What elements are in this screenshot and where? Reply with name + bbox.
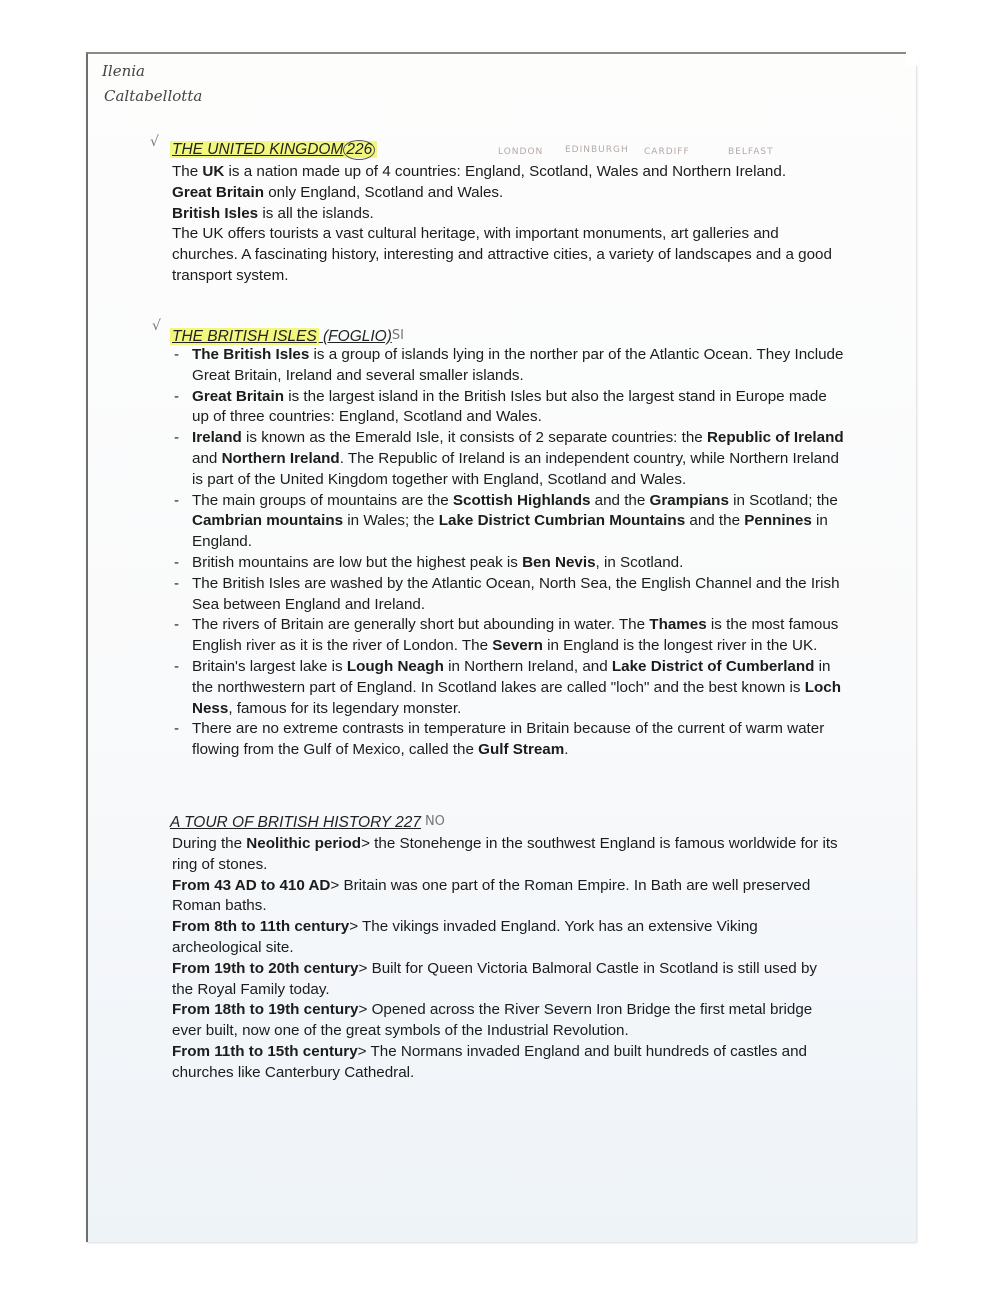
handwritten-last-name: Caltabellotta <box>104 87 203 105</box>
paragraph-text: is a nation made up of 4 countries: England, Scotland, Wales and Northern Ireland. <box>224 163 787 180</box>
bold-term: Thames <box>649 616 707 634</box>
bold-term: Grampians <box>649 491 729 509</box>
bullet-item <box>172 719 844 761</box>
bold-term: Pennines <box>744 512 812 530</box>
heading-text: A TOUR OF BRITISH HISTORY 227 <box>170 814 421 831</box>
bullet-text: Britain's largest lake is <box>192 657 347 675</box>
paragraph-text: The UK offers tourists a vast cultural heritage, with important monuments, art galleries and churches. A fascinating history, interesting and attractive cities, a variety of landscapes and a good transport system. <box>172 225 832 284</box>
bullet-text: , in Scotland. <box>595 553 684 571</box>
period-label: Neolithic period <box>246 835 362 852</box>
period-label: From 43 AD to 410 AD <box>172 876 331 894</box>
check-mark-icon: √ <box>152 318 161 334</box>
bullet-item <box>172 345 844 387</box>
entry-text: > Opened across the River Severn Iron Bridge the first metal bridge ever built, now one of the great symbols of the Industrial Revolution. <box>172 1001 813 1040</box>
bold-term: Loch Ness <box>192 678 842 717</box>
bullet-text: in England. <box>192 512 828 551</box>
bullet-item <box>172 491 844 553</box>
bullet-text: and the <box>685 512 745 530</box>
uk-paragraph <box>172 183 842 204</box>
city-note-belfast: BELFAST <box>728 147 774 157</box>
city-note-london: LONDON <box>498 147 544 157</box>
bold-term: Republic of Ireland <box>706 429 844 447</box>
paragraph-text: only England, Scotland and Wales. <box>264 183 504 201</box>
bullet-text: in the northwestern part of England. In Scotland lakes are called "loch" and the best known is <box>192 657 831 696</box>
bold-term: Great Britain <box>172 183 264 201</box>
bold-term: Lough Neagh <box>346 657 444 675</box>
british-isles-bullet-list <box>172 345 844 761</box>
history-entry <box>172 1000 842 1042</box>
bullet-text: in Wales; the <box>343 512 439 530</box>
bullet-item <box>172 574 844 616</box>
uk-paragraph <box>172 162 842 183</box>
bold-term: Severn <box>492 637 543 655</box>
bullet-text: in England is the longest river in the UK. <box>542 637 818 655</box>
bullet-item <box>172 657 844 719</box>
page-number-circled: 226 <box>343 140 375 160</box>
bold-term: Lake District of Cumberland <box>611 657 815 675</box>
period-label: From 19th to 20th century <box>172 959 359 977</box>
entry-text: > Britain was one part of the Roman Empire. In Bath are well preserved Roman baths. <box>172 876 811 915</box>
period-label: From 8th to 11th century <box>172 918 350 936</box>
check-mark-icon: √ <box>150 134 159 150</box>
period-label: From 11th to 15th century <box>172 1042 358 1060</box>
bullet-text: The British Isles are washed by the Atlantic Ocean, North Sea, the English Channel and the Irish Sea between England and Ireland. <box>192 574 840 613</box>
uk-paragraph <box>172 204 842 225</box>
paragraph-text: The <box>172 163 203 180</box>
bold-term: Gulf Stream <box>478 741 565 759</box>
bullet-text: There are no extreme contrasts in temperature in Britain because of the current of warm water flowing from the Gulf of Mexico, called the <box>192 720 825 759</box>
bullet-text: is known as the Emerald Isle, it consists of 2 separate countries: the <box>241 429 707 447</box>
bold-term: Scottish Highlands <box>452 491 591 509</box>
history-entry <box>172 959 842 1001</box>
section-heading-british-isles <box>170 328 404 346</box>
bold-term: UK <box>202 163 225 180</box>
bullet-text: in Scotland; the <box>728 491 838 509</box>
paragraph-text: is all the islands. <box>258 204 374 222</box>
section-heading-history <box>170 814 445 832</box>
margin-note-si: SI <box>391 328 404 343</box>
bullet-text: in Northern Ireland, and <box>443 657 612 675</box>
uk-paragraphs <box>172 162 842 287</box>
history-entry <box>172 834 842 876</box>
city-note-cardiff: CARDIFF <box>644 147 690 157</box>
entry-text: > The vikings invaded England. York has an extensive Viking archeological site. <box>172 918 758 956</box>
uk-paragraph <box>172 224 842 286</box>
bullet-text: is the most famous English river as it is the river of London. The <box>192 616 839 655</box>
bullet-text: British mountains are low but the highest peak is <box>192 553 523 571</box>
city-note-edinburgh: EDINBURGH <box>565 145 629 155</box>
history-entry <box>172 876 842 918</box>
history-entry <box>172 1042 842 1084</box>
entry-text: > Built for Queen Victoria Balmoral Castle in Scotland is still used by the Royal Family today. <box>172 959 818 998</box>
entry-text: > the Stonehenge in the southwest England is famous worldwide for its ring of stones. <box>172 835 838 873</box>
history-entries <box>172 834 842 1084</box>
section-heading-uk <box>170 140 377 160</box>
history-entry <box>172 917 842 959</box>
bold-term: Ben Nevis <box>522 553 596 571</box>
bullet-item <box>172 428 844 490</box>
bold-term: The British Isles <box>192 346 310 363</box>
bold-term: Ireland <box>192 429 242 447</box>
handwritten-first-name: Ilenia <box>102 62 146 80</box>
bullet-item <box>172 553 844 574</box>
bullet-text: , famous for its legendary monster. <box>228 699 462 717</box>
period-label: From 18th to 19th century <box>172 1001 359 1019</box>
heading-text: THE BRITISH ISLES <box>172 328 317 345</box>
heading-suffix: (FOGLIO) <box>323 328 392 345</box>
bullet-text: The rivers of Britain are generally short but abounding in water. The <box>192 616 650 634</box>
margin-note-no: NO <box>424 814 445 829</box>
bullet-text: . <box>564 741 569 759</box>
bold-term: British Isles <box>172 204 259 222</box>
bold-term: Northern Ireland <box>221 449 340 467</box>
bullet-text: and <box>192 449 222 467</box>
bullet-text: is a group of islands lying in the norther par of the Atlantic Ocean. They Include Great Britain, Ireland and several smaller islands. <box>192 346 844 384</box>
bullet-text: and the <box>590 491 650 509</box>
bold-term: Lake District Cumbrian Mountains <box>438 512 686 530</box>
bullet-item <box>172 615 844 657</box>
bullet-text: is the largest island in the British Isles but also the largest stand in Europe made up of three countries: England, Scotland and Wales. <box>192 387 827 426</box>
bold-term: Great Britain <box>192 387 284 405</box>
bold-term: Cambrian mountains <box>192 512 344 530</box>
bullet-text: . The Republic of Ireland is an independent country, while Northern Ireland is part of the United Kingdom together with England, Scotland and Wales. <box>192 449 839 488</box>
entry-text: > The Normans invaded England and built hundreds of castles and churches like Canterbury Cathedral. <box>172 1042 807 1081</box>
folded-corner <box>906 52 918 66</box>
entry-text: During the <box>172 835 247 852</box>
heading-text: THE UNITED KINGDOM <box>172 141 344 158</box>
bullet-item <box>172 387 844 429</box>
bullet-text: The main groups of mountains are the <box>192 491 453 509</box>
